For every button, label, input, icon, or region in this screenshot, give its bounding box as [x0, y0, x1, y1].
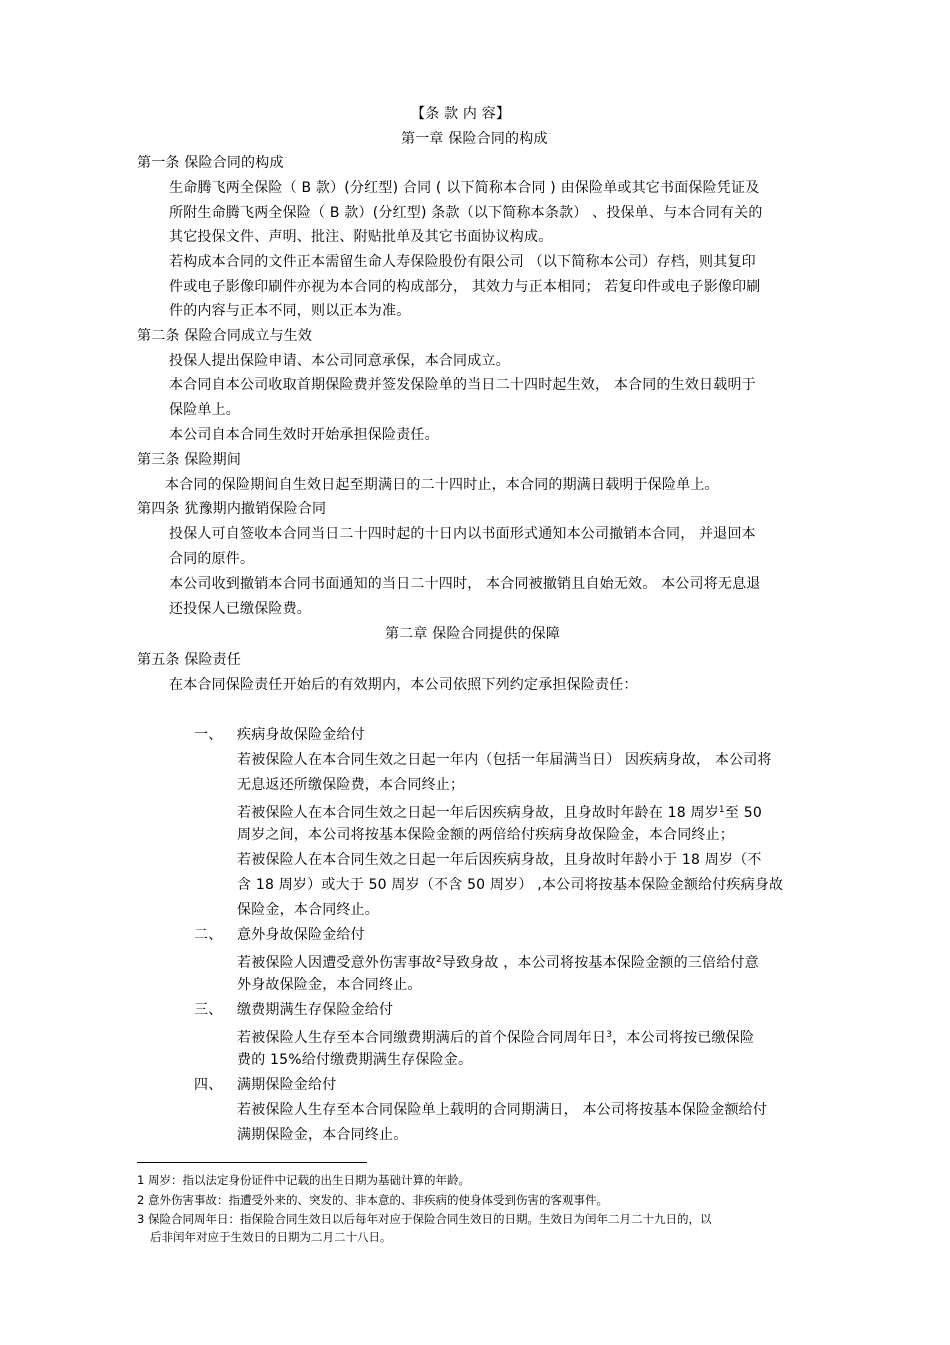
article-1-line: 所附生命腾飞两全保险（ B 款）(分红型) 条款（以下简称本条款） 、投保单、与本合同有关的 [169, 205, 763, 221]
section-1-line: 保险金，本合同终止。 [237, 902, 379, 918]
section-1-line: 若被保险人在本合同生效之日起一年内（包括一年届满当日） 因疾病身故， 本公司将 [237, 752, 772, 768]
article-4-line: 还投保人已缴保险费。 [169, 601, 311, 617]
footnote-1: 1 周岁：指以法定身份证件中记载的出生日期为基础计算的年龄。 [137, 1173, 470, 1187]
chapter-2-heading: 第二章 保险合同提供的保障 [385, 626, 561, 642]
footnote-ref-2: 2 [435, 955, 442, 965]
section-2-line-text: 若被保险人因遭受意外伤害事故 [237, 955, 436, 971]
article-1-title: 第一条 保险合同的构成 [137, 155, 284, 171]
article-2-line: 本合同自本公司收取首期保险费并签发保险单的当日二十四时起生效， 本合同的生效日载明于 [169, 377, 756, 393]
article-4-title: 第四条 犹豫期内撤销保险合同 [137, 501, 327, 517]
section-1-line: 若被保险人在本合同生效之日起一年后因疾病身故，且身故时年龄小于 18 周岁（不 [237, 852, 762, 868]
article-3-title: 第三条 保险期间 [137, 452, 242, 468]
article-4-line: 合同的原件。 [169, 551, 255, 567]
article-3-line: 本合同的保险期间自生效日起至期满日的二十四时止，本合同的期满日载明于保险单上。 [165, 477, 719, 493]
article-5-title: 第五条 保险责任 [137, 652, 242, 668]
section-3-line-text: ，本公司将按已缴保险 [612, 1030, 755, 1046]
article-4-line: 投保人可自签收本合同当日二十四时起的十日内以书面形式通知本公司撤销本合同， 并退回本 [169, 526, 756, 542]
article-2-line: 保险单上。 [169, 402, 240, 418]
section-4-number: 四、 [194, 1077, 223, 1093]
footnote-3-continued: 后非闰年对应于生效日的日期为二月二十八日。 [150, 1230, 392, 1244]
footnote-2: 2 意外伤害事故：指遭受外来的、突发的、非本意的、非疾病的使身体受到伤害的客观事件。 [137, 1193, 608, 1207]
article-1-line: 生命腾飞两全保险（ B 款）(分红型) 合同 ( 以下简称本合同 ) 由保险单或其它书面保险凭证及 [169, 180, 760, 196]
article-1-line: 件的内容与正本不同，则以正本为准。 [169, 303, 411, 319]
article-2-title: 第二条 保险合同成立与生效 [137, 328, 313, 344]
section-3-line-text: 若被保险人生存至本合同缴费期满后的首个保险合同周年日 [237, 1030, 607, 1046]
footnote-divider [137, 1162, 367, 1163]
section-1-number: 一、 [194, 727, 223, 743]
section-1-line: 含 18 周岁）或大于 50 周岁（不含 50 周岁） ,本公司将按基本保险金额给付疾病身故 [237, 877, 784, 893]
section-1-line-text: 若被保险人在本合同生效之日起一年后因疾病身故，且身故时年龄在 18 周岁 [237, 805, 719, 821]
article-4-line: 本公司收到撤销本合同书面通知的当日二十四时， 本合同被撤销且自始无效。 本公司将无息退 [169, 576, 761, 592]
section-2-line: 外身故保险金，本合同终止。 [237, 977, 422, 993]
section-4-title: 满期保险金给付 [237, 1077, 337, 1093]
section-2-number: 二、 [194, 927, 223, 943]
article-1-line: 件或电子影像印刷件亦视为本合同的构成部分， 其效力与正本相同； 若复印件或电子影像印刷 [169, 279, 761, 295]
section-3-number: 三、 [194, 1002, 223, 1018]
section-1-line: 无息返还所缴保险费，本合同终止； [237, 777, 465, 793]
section-3-line [237, 1025, 754, 1048]
section-2-line-text: 导致身故 ，本公司将按基本保险金额的三倍给付意 [441, 955, 759, 971]
section-4-line: 满期保险金，本合同终止。 [237, 1127, 408, 1143]
article-1-line: 若构成本合同的文件正本需留生命人寿保险股份有限公司 （以下简称本公司）存档，则其复印 [169, 254, 756, 270]
section-1-line: 周岁之间，本公司将按基本保险金额的两倍给付疾病身故保险金，本合同终止； [237, 827, 734, 843]
section-3-line: 费的 15%给付缴费期满生存保险金。 [237, 1052, 473, 1068]
footnote-ref-3: 3 [606, 1030, 613, 1040]
section-2-line [237, 950, 759, 973]
article-2-line: 投保人提出保险申请、本公司同意承保，本合同成立。 [169, 353, 510, 369]
chapter-1-heading: 第一章 保险合同的构成 [401, 131, 548, 147]
section-1-title: 疾病身故保险金给付 [237, 727, 365, 743]
footnote-3: 3 保险合同周年日：指保险合同生效日以后每年对应于保险合同生效日的日期。生效日为闰年二月二十九日的，以 [137, 1212, 712, 1226]
section-1-line [237, 800, 762, 823]
article-5-line: 在本合同保险责任开始后的有效期内，本公司依照下列约定承担保险责任： [169, 677, 638, 693]
article-1-line: 其它投保文件、声明、批注、附贴批单及其它书面协议构成。 [169, 229, 553, 245]
section-2-title: 意外身故保险金给付 [237, 927, 365, 943]
document-title: 【条 款 内 容】 [411, 106, 511, 122]
article-2-line: 本公司自本合同生效时开始承担保险责任。 [169, 427, 439, 443]
footnote-ref-1: 1 [718, 805, 725, 815]
section-1-line-text: 至 50 [724, 805, 762, 821]
section-3-title: 缴费期满生存保险金给付 [237, 1002, 394, 1018]
section-4-line: 若被保险人生存至本合同保险单上载明的合同期满日， 本公司将按基本保险金额给付 [237, 1102, 768, 1118]
